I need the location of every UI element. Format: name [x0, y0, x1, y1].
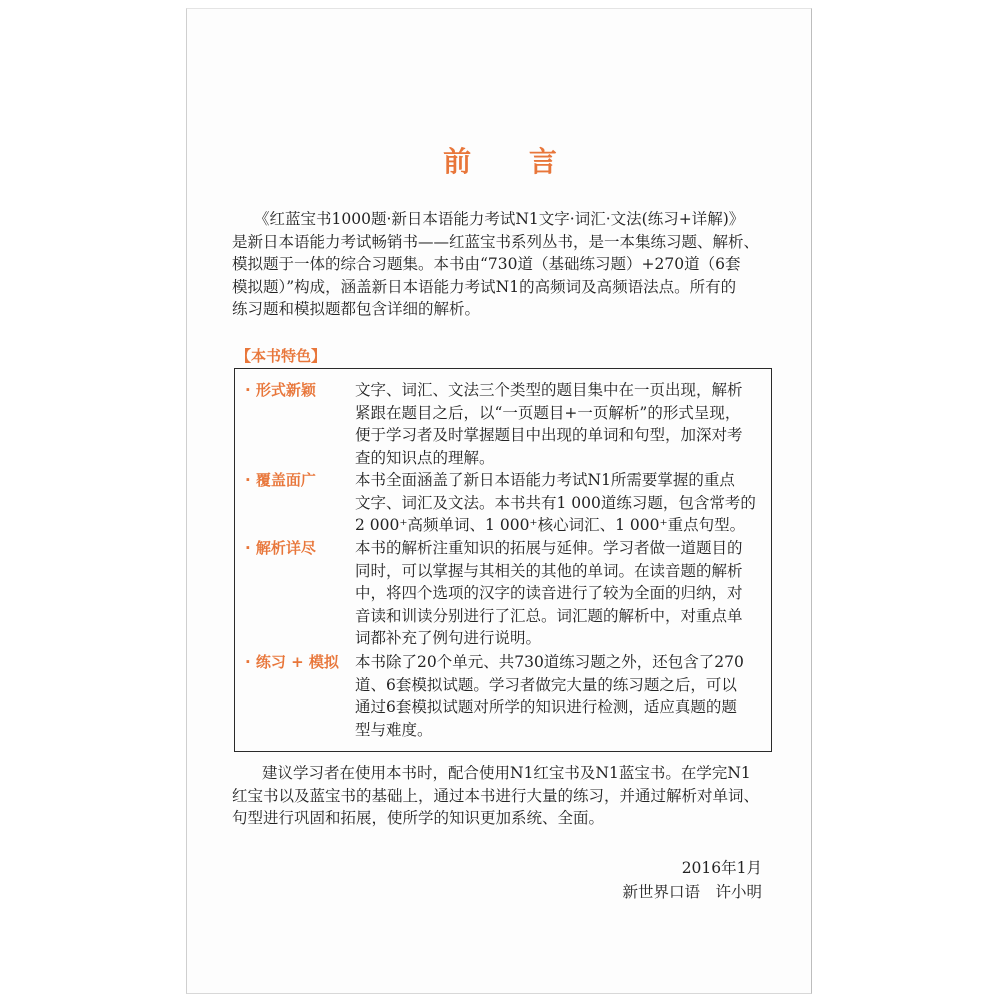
feature-line: 文字、词汇及文法。本书共有1 000道练习题，包含常考的: [355, 493, 756, 512]
feature-name: · 练习 + 模拟: [245, 653, 339, 671]
feature-line: 本书全面涵盖了新日本语能力考试N1所需要掌握的重点: [355, 471, 735, 489]
feature-line: 型与难度。: [355, 720, 433, 739]
feature-description: [355, 537, 763, 650]
feature-line: 紧跟在题目之后，以“一页题目+一页解析”的形式呈现，: [355, 403, 741, 422]
feature-line: 道、6套模拟试题。学习者做完大量的练习题之后，可以: [355, 675, 737, 694]
page-title: 前 言: [443, 145, 581, 178]
features-box: [234, 368, 772, 752]
preface-author: 新世界口语 许小明: [622, 883, 762, 901]
preface-date: 2016年1月: [681, 859, 762, 877]
intro-line: 《红蓝宝书1000题·新日本语能力考试N1文字·词汇·文法(练习+详解)》: [254, 210, 745, 228]
feature-line: 查的知识点的理解。: [355, 448, 495, 467]
intro-line: 练习题和模拟题都包含详细的解析。: [232, 300, 481, 318]
feature-line: 本书的解析注重知识的拓展与延伸。学习者做一道题目的: [355, 539, 743, 557]
feature-line: 文字、词汇、文法三个类型的题目集中在一页出现，解析: [355, 381, 743, 399]
feature-name: · 解析详尽: [245, 539, 316, 557]
intro-line: 模拟题于一体的综合习题集。本书由“730道（基础练习题）+270道（6套: [232, 255, 741, 273]
feature-line: 2 000⁺高频单词、1 000⁺核心词汇、1 000⁺重点句型。: [355, 516, 746, 534]
feature-line: 便于学习者及时掌握题目中出现的单词和句型，加深对考: [355, 426, 743, 444]
closing-line: 建议学习者在使用本书时，配合使用N1红宝书及N1蓝宝书。在学完N1: [262, 764, 751, 782]
feature-line: 本书除了20个单元、共730道练习题之外，还包含了270: [355, 653, 744, 671]
section-heading: 【本书特色】: [236, 347, 327, 365]
feature-description: [355, 651, 763, 741]
feature-line: 通过6套模拟试题对所学的知识进行检测，适应真题的题: [355, 698, 737, 716]
feature-line: 词都补充了例句进行说明。: [355, 629, 542, 647]
feature-name: · 形式新颖: [245, 381, 316, 399]
feature-line: 中，将四个选项的汉字的读音进行了较为全面的归纳，对: [355, 584, 743, 602]
intro-line: 模拟题）”构成，涵盖新日本语能力考试N1的高频词及高频语法点。所有的: [232, 277, 737, 296]
closing-line: 红宝书以及蓝宝书的基础上，通过本书进行大量的练习，并通过解析对单词、: [232, 786, 760, 805]
feature-line: 同时，可以掌握与其相关的其他的单词。在读音题的解析: [355, 561, 743, 580]
closing-line: 句型进行巩固和拓展，使所学的知识更加系统、全面。: [232, 809, 605, 827]
feature-name: · 覆盖面广: [245, 471, 316, 489]
feature-description: [355, 379, 763, 469]
feature-line: 音读和训读分别进行了汇总。词汇题的解析中，对重点单: [355, 606, 743, 625]
intro-line: 是新日本语能力考试畅销书——红蓝宝书系列丛书，是一本集练习题、解析、: [232, 232, 760, 251]
intro-paragraph: [232, 208, 778, 321]
closing-paragraph: [232, 762, 778, 830]
feature-description: [355, 469, 763, 537]
